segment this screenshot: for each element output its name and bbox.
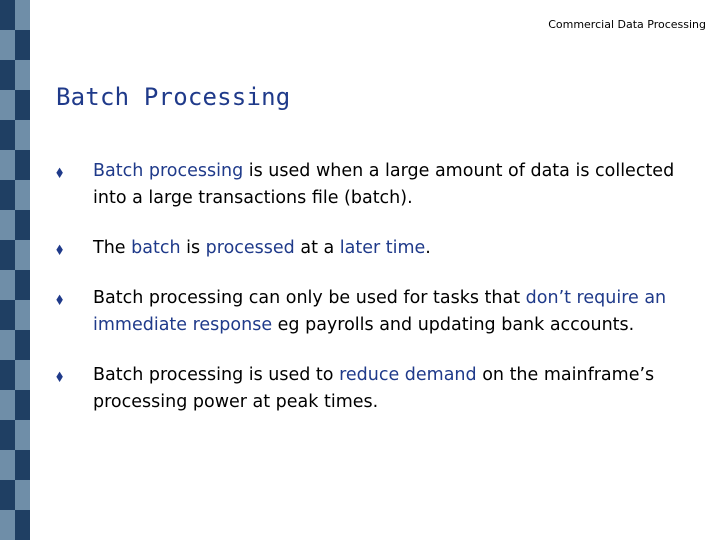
strip-cell	[0, 30, 15, 60]
bullet-text-run: is used when a large amount of data is collected into a large transactions file (batch).	[93, 161, 675, 208]
strip-cell	[15, 90, 30, 120]
strip-cell	[15, 180, 30, 210]
bullet-text-run: Batch processing can only be used for tasks that	[93, 288, 526, 308]
bullet-text	[93, 365, 654, 412]
bullet-marker-icon: ⬧	[56, 162, 64, 181]
bullet-text-run: .	[425, 238, 431, 258]
strip-cell	[0, 420, 15, 450]
bullet-text-run: on the mainframe’s processing power at peak times.	[93, 365, 655, 412]
strip-cell	[0, 510, 15, 540]
strip-cell	[0, 120, 15, 150]
highlighted-term: processed	[205, 238, 295, 258]
strip-cell	[0, 330, 15, 360]
strip-cell	[15, 60, 30, 90]
strip-cell	[15, 480, 30, 510]
strip-cell	[15, 120, 30, 150]
decorative-strip	[0, 0, 30, 540]
strip-cell	[0, 60, 15, 90]
strip-cell	[15, 0, 30, 30]
strip-cell	[0, 360, 15, 390]
strip-cell	[15, 270, 30, 300]
strip-cell	[0, 150, 15, 180]
strip-cell	[15, 360, 30, 390]
bullet-item	[56, 285, 706, 339]
bullet-text-run: at a	[294, 238, 340, 258]
header-caption: Commercial Data Processing	[548, 18, 706, 31]
strip-cell	[15, 330, 30, 360]
bullet-text	[93, 238, 431, 258]
highlighted-term: reduce demand	[339, 365, 477, 385]
strip-cell	[0, 300, 15, 330]
strip-cell	[0, 480, 15, 510]
slide-title: Batch Processing	[56, 83, 291, 111]
strip-cell	[15, 240, 30, 270]
bullet-text	[93, 161, 674, 208]
strip-cell	[0, 0, 15, 30]
bullet-text-run: Batch processing is used to	[93, 365, 340, 385]
strip-cell	[0, 90, 15, 120]
strip-cell	[15, 150, 30, 180]
strip-cell	[0, 240, 15, 270]
highlighted-term: batch	[131, 238, 181, 258]
strip-cell	[15, 30, 30, 60]
strip-cell	[0, 450, 15, 480]
bullet-item	[56, 158, 706, 212]
strip-cell	[15, 420, 30, 450]
bullet-item	[56, 362, 706, 416]
bullet-text-run: eg payrolls and updating bank accounts.	[272, 315, 635, 335]
bullet-marker-icon: ⬧	[56, 366, 64, 385]
strip-cell	[0, 210, 15, 240]
bullet-marker-icon: ⬧	[56, 239, 64, 258]
bullet-list	[56, 158, 706, 416]
strip-cell	[0, 270, 15, 300]
strip-cell	[15, 390, 30, 420]
bullet-text	[93, 288, 666, 335]
strip-cell	[15, 300, 30, 330]
bullet-item	[56, 235, 706, 262]
strip-cell	[15, 210, 30, 240]
highlighted-term: don’t require an immediate response	[93, 288, 667, 335]
bullet-text-run: The	[93, 238, 132, 258]
bullet-text-run: is	[180, 238, 206, 258]
strip-cell	[0, 180, 15, 210]
strip-cell	[0, 390, 15, 420]
strip-cell	[15, 450, 30, 480]
strip-cell	[15, 510, 30, 540]
highlighted-term: later time	[339, 238, 426, 258]
bullet-marker-icon: ⬧	[56, 289, 64, 308]
highlighted-term: Batch processing	[93, 161, 244, 181]
